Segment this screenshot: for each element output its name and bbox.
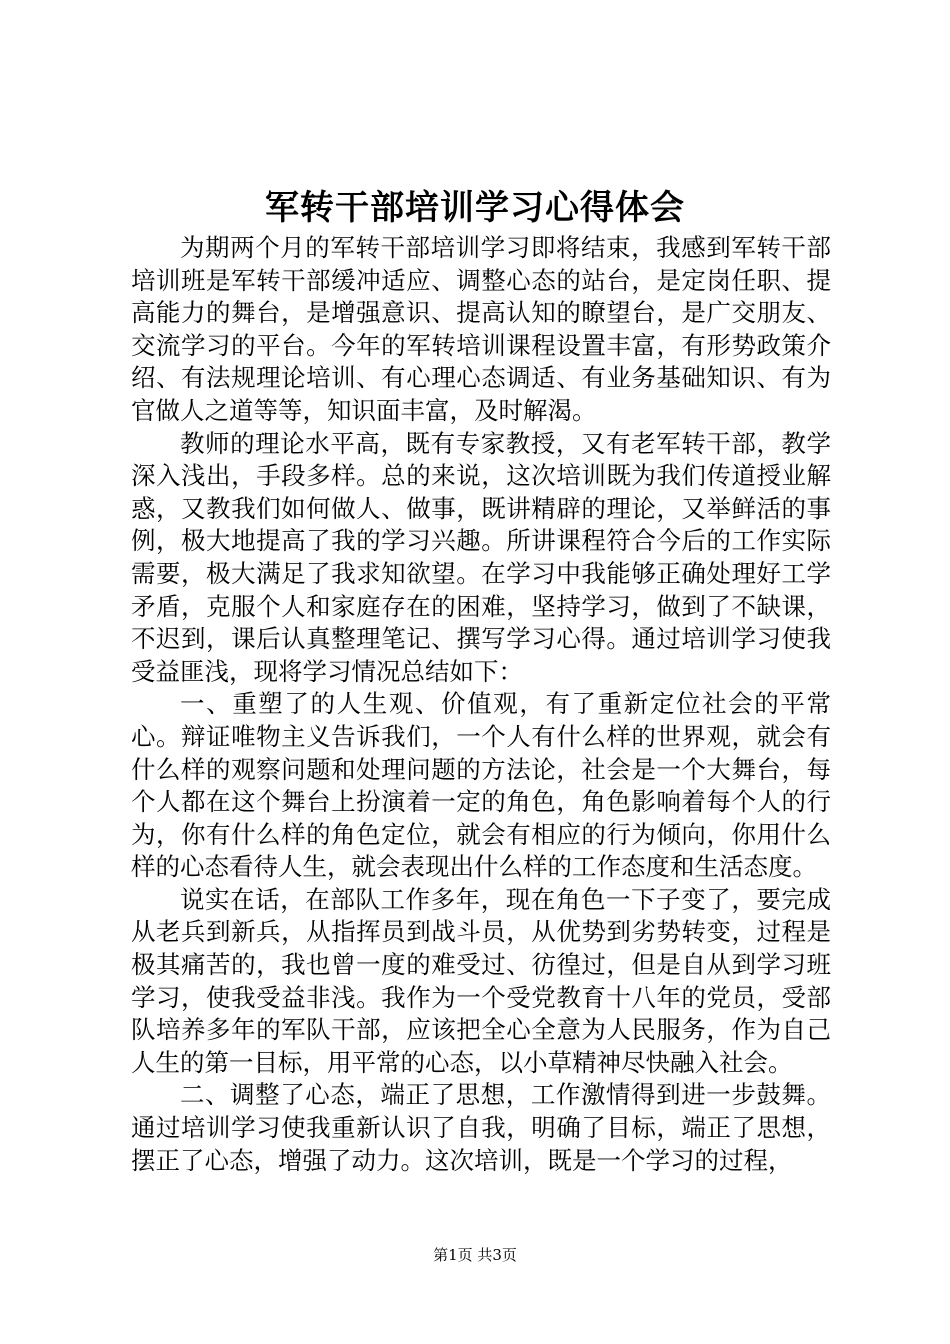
paragraph: 教师的理论水平高，既有专家教授，又有老军转干部，教学深入浅出，手段多样。总的来说，这次培训既为我们传道授业解惑，又教我们如何做人、做事，既讲精辟的理论，又举鲜活的事例，极大地提高了我的学习兴趣。所讲课程符合今后的工作实际需要，极大满足了我求知欲望。在学习中我能够正确处理好工学矛盾，克服个人和家庭存在的困难，坚持学习，做到了不缺课，不迟到，课后认真整理笔记、撰写学习心得。通过培训学习使我受益匪浅，现将学习情况总结如下： <box>131 428 831 686</box>
paragraph: 为期两个月的军转干部培训学习即将结束，我感到军转干部培训班是军转干部缓冲适应、调整心态的站台，是定岗任职、提高能力的舞台，是增强意识、提高认知的瞭望台，是广交朋友、交流学习的平台。今年的军转培训课程设置丰富，有形势政策介绍、有法规理论培训、有心理心态调适、有业务基础知识、有为官做人之道等等，知识面丰富，及时解渴。 <box>131 233 831 425</box>
paragraph: 说实在话，在部队工作多年，现在角色一下子变了，要完成从老兵到新兵，从指挥员到战斗员，从优势到劣势转变，过程是极其痛苦的，我也曾一度的难受过、彷徨过，但是自从到学习班学习，使我受益非浅。我作为一个受党教育十八年的党员，受部队培养多年的军队干部，应该把全心全意为人民服务，作为自己人生的第一目标，用平常的心态，以小草精神尽快融入社会。 <box>131 884 831 1077</box>
page-footer: 第1页 共3页 <box>433 1246 517 1264</box>
document-title: 军转干部培训学习心得体会 <box>265 188 685 228</box>
paragraph: 二、调整了心态，端正了思想，工作激情得到进一步鼓舞。通过培训学习使我重新认识了自我，明确了目标，端正了思想，摆正了心态，增强了动力。这次培训，既是一个学习的过程， <box>131 1080 831 1175</box>
paragraph: 一、重塑了的人生观、价值观，有了重新定位社会的平常心。辩证唯物主义告诉我们，一个人有什么样的世界观，就会有什么样的观察问题和处理问题的方法论，社会是一个大舞台，每个人都在这个舞台上扮演着一定的角色，角色影响着每个人的行为，你有什么样的角色定位，就会有相应的行为倾向，你用什么样的心态看待人生，就会表现出什么样的工作态度和生活态度。 <box>131 689 831 882</box>
document-body <box>131 232 831 1177</box>
